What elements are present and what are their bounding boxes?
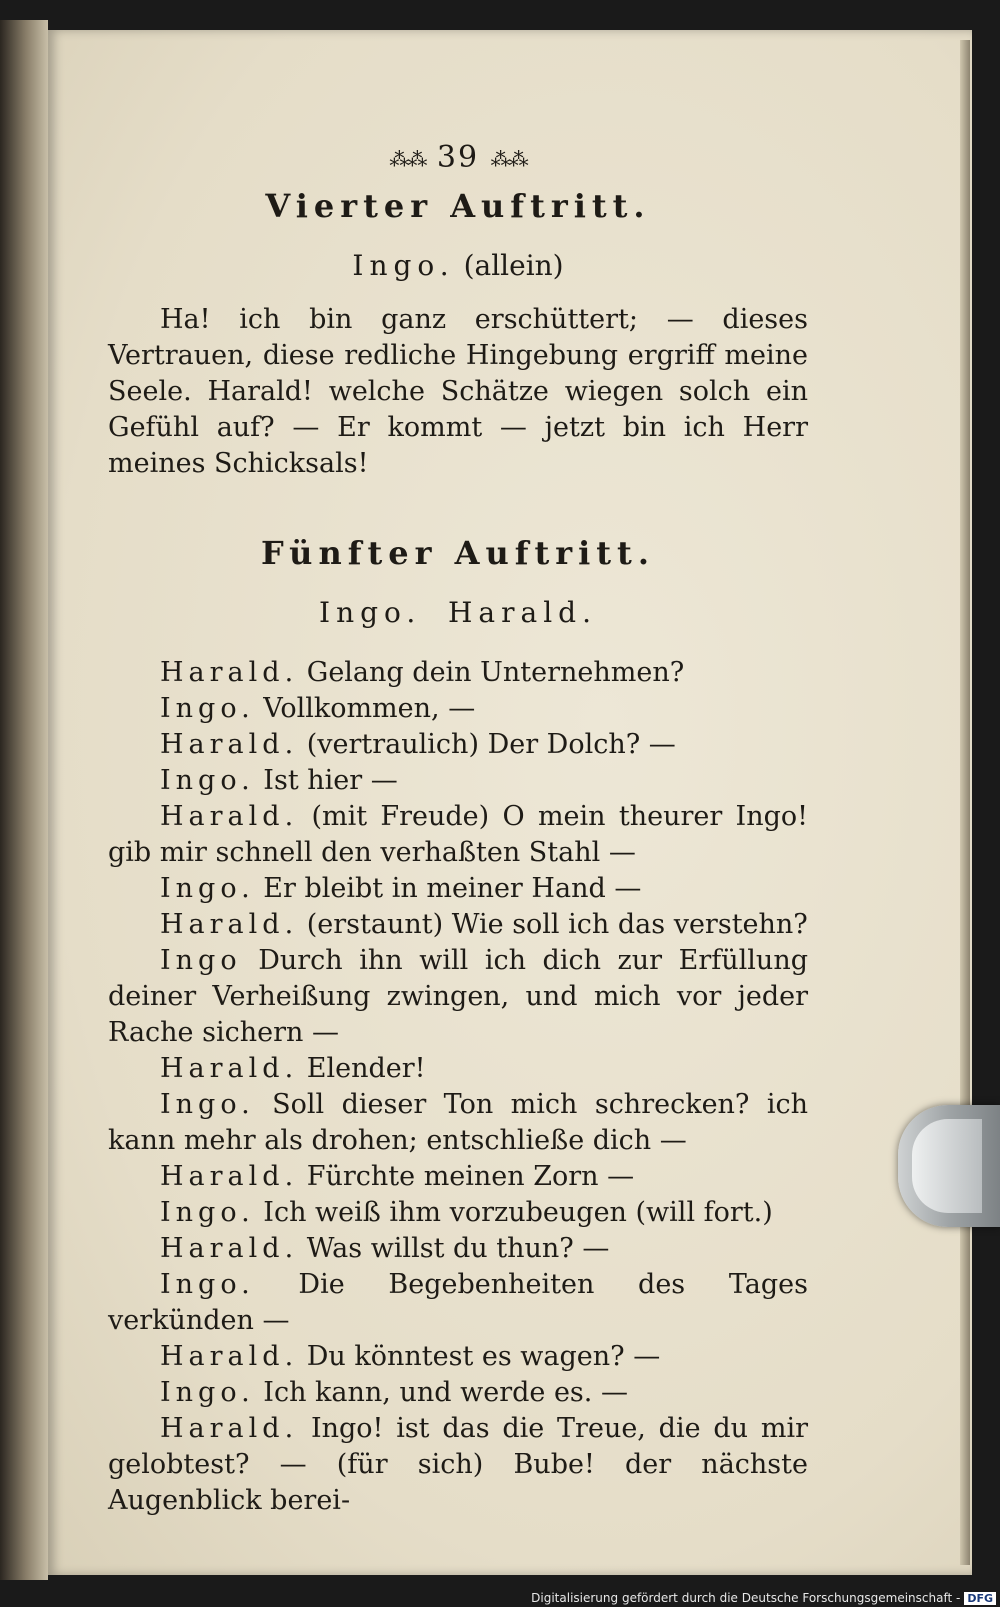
speaker-name: Harald. — [160, 909, 299, 940]
page-content — [108, 140, 808, 1519]
speaker-name: Ingo. — [160, 693, 255, 724]
thumb-clip-inner — [912, 1119, 982, 1213]
line-text: Die Begebenheiten des Tages verkünden — — [108, 1269, 808, 1336]
line-text: Fürchte meinen Zorn — — [306, 1161, 635, 1192]
line-text: Ingo! ist das die Treue, die du mir gelobtest? — (für sich) Bube! der nächste Augenblick berei- — [108, 1413, 808, 1516]
speaker-name: Harald. — [160, 1161, 299, 1192]
line-text: Elender! — [306, 1053, 426, 1084]
cast-member: Harald. — [448, 596, 597, 629]
scene-4-cast — [108, 249, 808, 282]
dialogue-line — [108, 1411, 808, 1519]
dialogue-line — [108, 1195, 808, 1231]
footer-credit: Digitalisierung gefördert durch die Deutsche Forschungsgemeinschaft - — [531, 1591, 961, 1605]
dialogue-block — [108, 655, 808, 1519]
speaker-name: Ingo. — [160, 873, 255, 904]
speaker-name: Harald. — [160, 1053, 299, 1084]
line-text: (mit Freude) O mein theurer Ingo! gib mir schnell den verhaßten Stahl — — [108, 801, 808, 868]
scene-5-cast — [108, 596, 808, 629]
line-text: Er bleibt in meiner Hand — — [263, 873, 642, 904]
dialogue-line — [108, 871, 808, 907]
speaker-name: Ingo. — [160, 1197, 255, 1228]
dialogue-line — [108, 763, 808, 799]
line-text: Du könntest es wagen? — — [306, 1341, 661, 1372]
dialogue-line — [108, 1159, 808, 1195]
dialogue-line — [108, 1267, 808, 1339]
dfg-logo: DFG — [964, 1592, 996, 1605]
line-text: Gelang dein Unternehmen? — [306, 657, 685, 688]
scene-5-title: Fünfter Auftritt. — [261, 534, 655, 572]
speaker-name: Harald. — [160, 729, 299, 760]
line-text: Ich weiß ihm vorzubeugen (will fort.) — [263, 1197, 773, 1228]
speaker-name: Harald. — [160, 1233, 299, 1264]
cast-member: Ingo. — [319, 596, 422, 629]
cast-note: (allein) — [463, 249, 564, 282]
line-text: Ist hier — — [263, 765, 398, 796]
dialogue-line — [108, 655, 808, 691]
line-text: (vertraulich) Der Dolch? — — [306, 729, 676, 760]
line-text: (erstaunt) Wie soll ich das verstehn? — [306, 909, 808, 940]
dialogue-line — [108, 907, 808, 943]
dialogue-line — [108, 1051, 808, 1087]
book-spine — [0, 20, 48, 1580]
page-edge — [960, 40, 970, 1565]
speaker-name: Ingo — [160, 945, 242, 976]
dialogue-line — [108, 799, 808, 871]
page-number: 39 — [436, 140, 480, 175]
speaker-name: Ingo. — [160, 1377, 255, 1408]
speaker-name: Ingo. — [160, 1089, 255, 1120]
line-text: Durch ihn will ich dich zur Erfüllung deiner Verheißung zwingen, und mich vor jeder Rache sichern — — [108, 945, 808, 1048]
dialogue-line — [108, 1339, 808, 1375]
speaker-name: Harald. — [160, 801, 299, 832]
line-text: Was willst du thun? — — [306, 1233, 610, 1264]
cast-speaker: Ingo. — [352, 249, 455, 282]
speaker-name: Harald. — [160, 1413, 299, 1444]
speaker-name: Harald. — [160, 1341, 299, 1372]
dialogue-line — [108, 691, 808, 727]
speaker-name: Harald. — [160, 657, 299, 688]
dialogue-line — [108, 1231, 808, 1267]
line-text: Soll dieser Ton mich schrecken? ich kann mehr als drohen; entschließe dich — — [108, 1089, 808, 1156]
page-header — [108, 140, 808, 175]
ornament-right: ⁂⁂ — [490, 147, 527, 171]
scene-4-speech: Ha! ich bin ganz erschüttert; — dieses Vertrauen, diese redliche Hingebung ergriff meine Seele. Harald! welche Schätze wiegen solch ein Gefühl auf? — Er kommt — jetzt bin ich Herr meines Schicksals! — [108, 304, 808, 479]
speaker-name: Ingo. — [160, 1269, 255, 1300]
dialogue-line — [108, 1375, 808, 1411]
line-text: Ich kann, und werde es. — — [263, 1377, 628, 1408]
dialogue-line — [108, 943, 808, 1051]
dialogue-line — [108, 727, 808, 763]
speaker-name: Ingo. — [160, 765, 255, 796]
dialogue-line — [108, 1087, 808, 1159]
thumb-clip — [898, 1105, 1000, 1227]
ornament-left: ⁂⁂ — [389, 147, 426, 171]
line-text: Vollkommen, — — [263, 693, 476, 724]
scene-4-title: Vierter Auftritt. — [265, 187, 651, 225]
digitization-footer — [531, 1591, 996, 1605]
